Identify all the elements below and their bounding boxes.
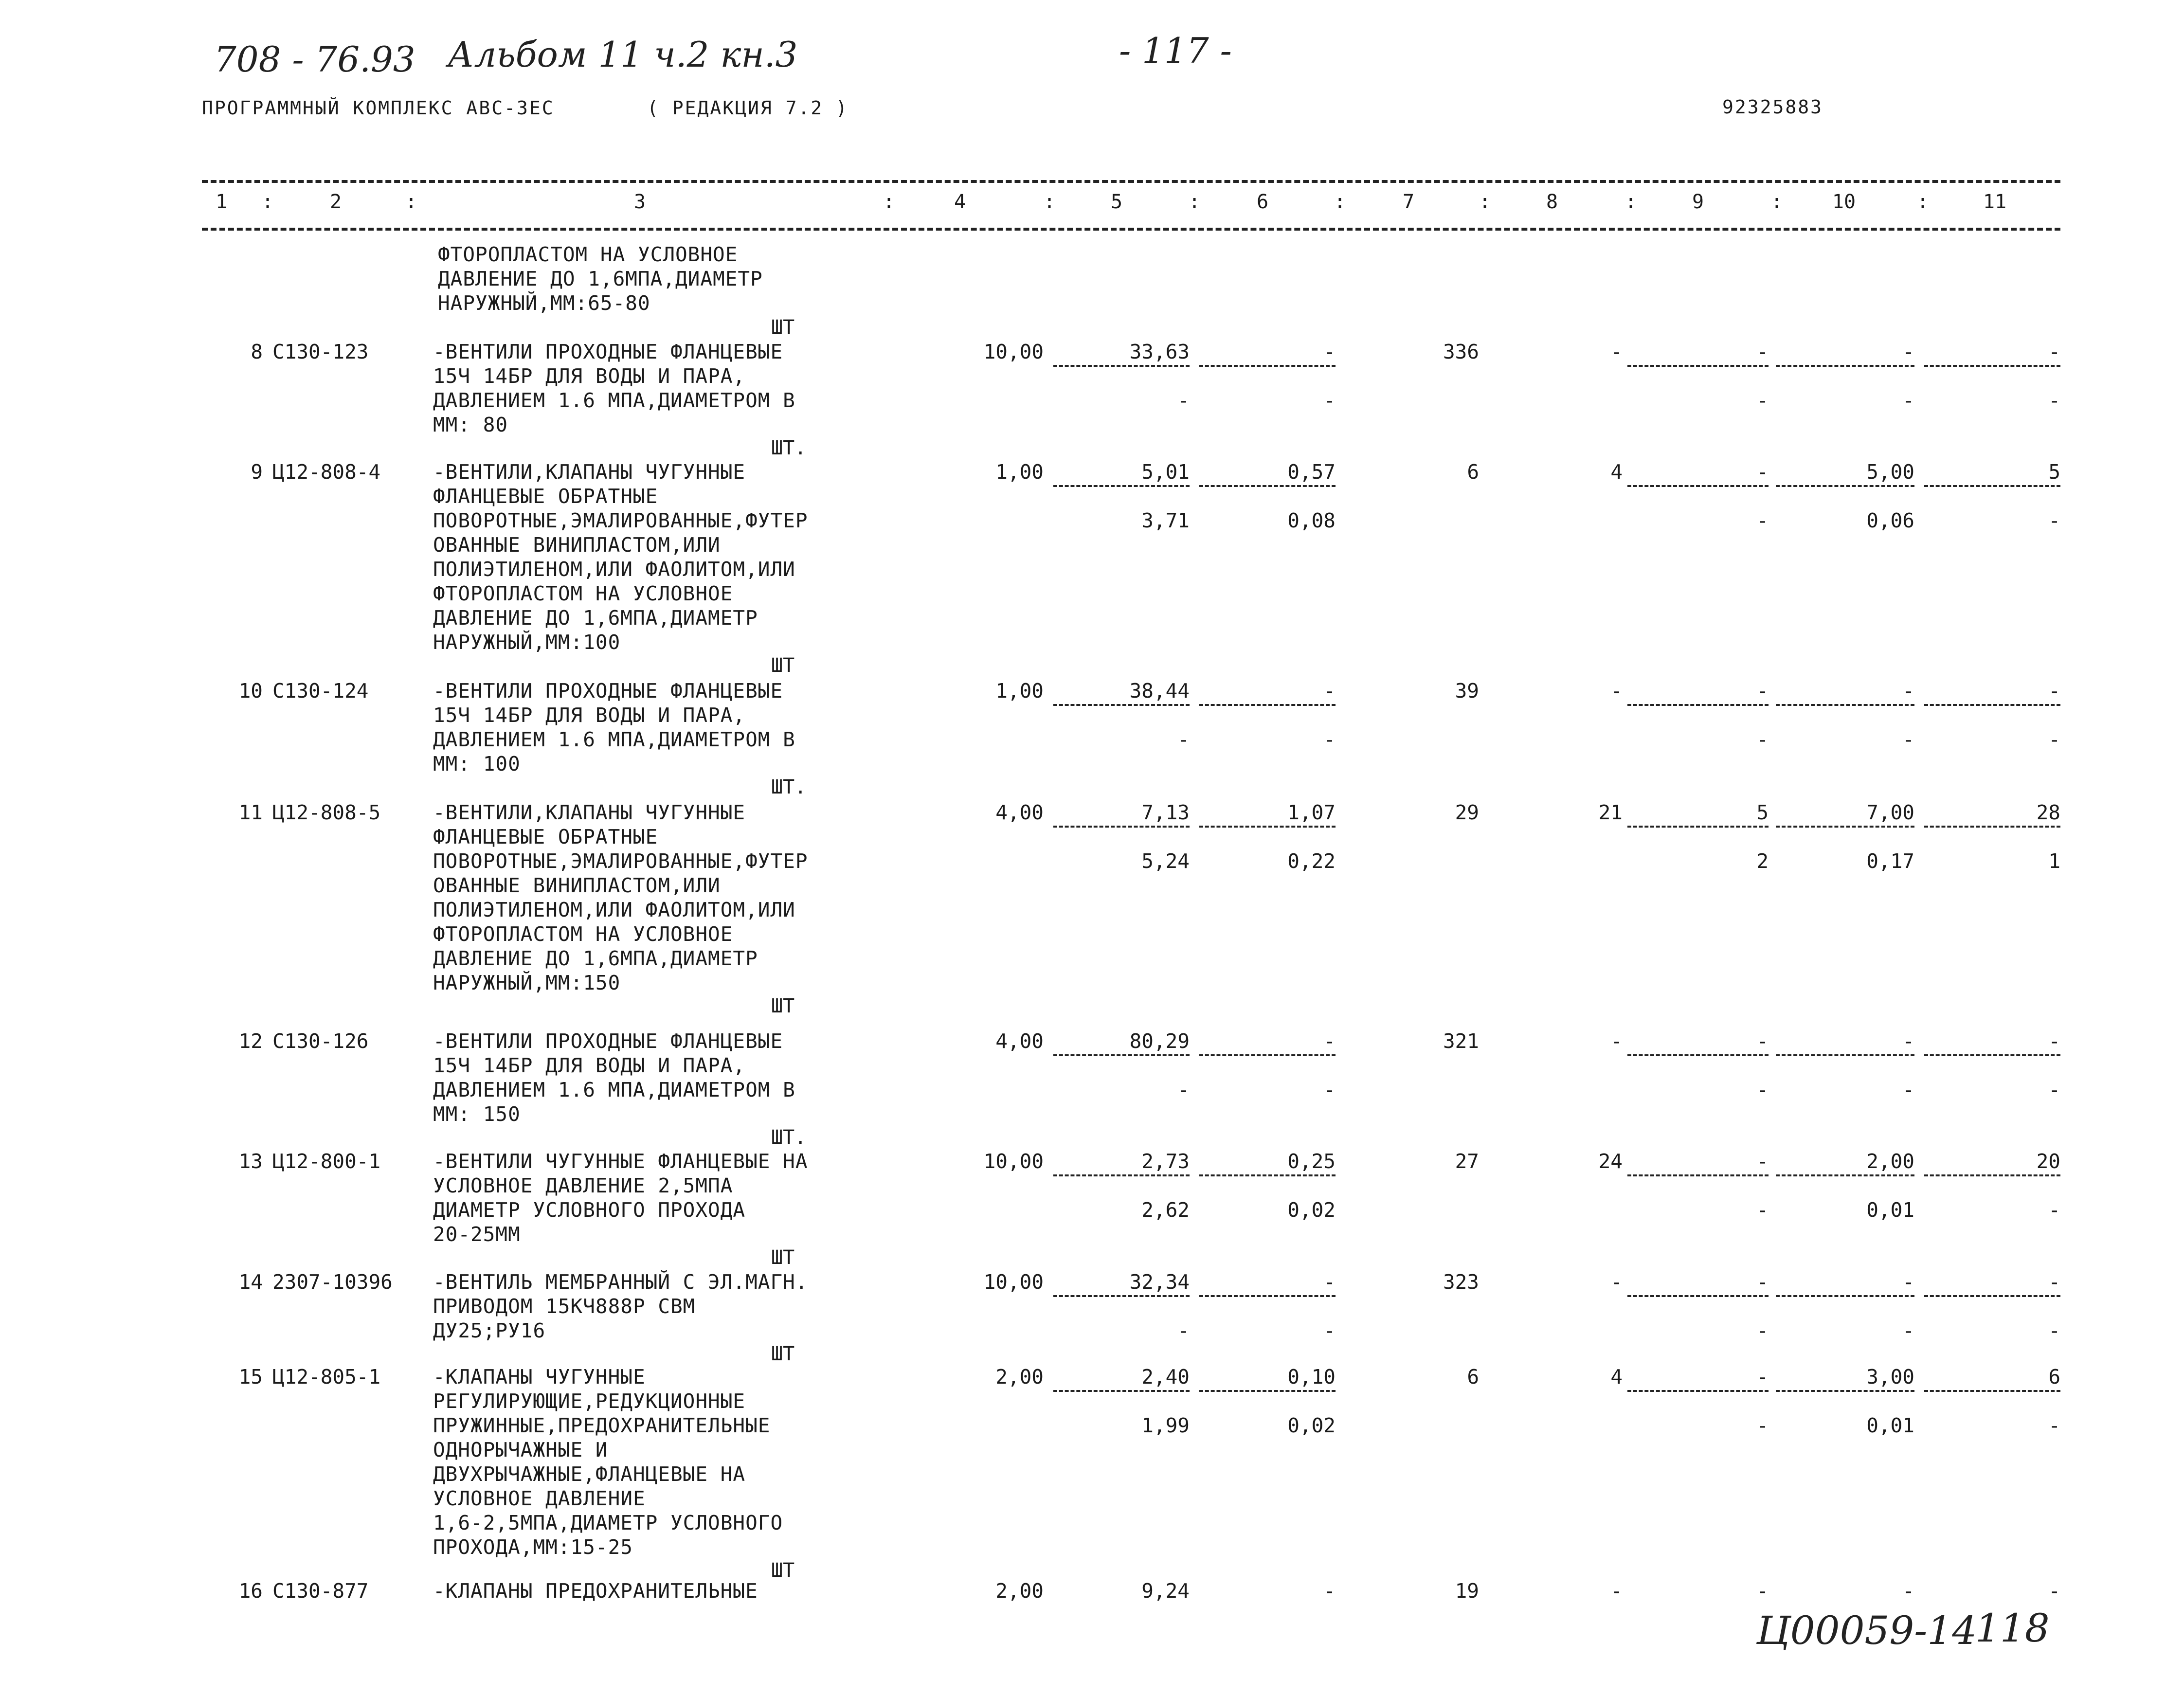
page-number: - 117 - — [1119, 30, 1232, 71]
divider-line — [1776, 704, 1914, 706]
col-7: 7 — [1402, 191, 1415, 213]
document-number: 92325883 — [1722, 96, 1823, 118]
col-1: 1 — [215, 191, 228, 213]
lower-value-b11: - — [2048, 509, 2060, 532]
lower-value-b9: - — [1756, 389, 1769, 412]
resource-code: Ц12-808-5 — [272, 801, 381, 824]
lower-value-b10: - — [1902, 728, 1914, 751]
divider-line — [1199, 826, 1336, 828]
divider-line — [1776, 1174, 1914, 1176]
value-qty: 1,00 — [995, 679, 1044, 703]
divider-line — [1627, 826, 1769, 828]
value-c10: - — [1902, 1579, 1914, 1603]
col-5: 5 — [1110, 191, 1123, 213]
value-c5: 7,13 — [1141, 801, 1190, 824]
divider-line — [1776, 1054, 1914, 1056]
divider-line — [1627, 1174, 1769, 1176]
value-c9: - — [1756, 679, 1769, 703]
value-qty: 1,00 — [995, 460, 1044, 484]
divider-line — [1053, 365, 1190, 367]
value-qty: 4,00 — [995, 801, 1044, 824]
unit-of-measure: ШТ. — [771, 1126, 807, 1149]
divider-line — [1627, 704, 1769, 706]
divider-line — [1924, 365, 2060, 367]
lower-value-b9: - — [1756, 1078, 1769, 1101]
value-c9: - — [1756, 1579, 1769, 1603]
lower-value-b10: - — [1902, 1078, 1914, 1101]
value-c6: - — [1323, 1579, 1336, 1603]
value-c8: 4 — [1610, 460, 1623, 484]
col-10: 10 — [1832, 191, 1856, 213]
value-qty: 2,00 — [995, 1365, 1044, 1389]
footer-code: Ц00059-14 — [1756, 1608, 1977, 1653]
lower-value-b6: 0,22 — [1287, 849, 1336, 873]
value-c7: 6 — [1467, 1365, 1479, 1389]
lower-value-b6: - — [1323, 1319, 1336, 1342]
divider-line — [1924, 485, 2060, 487]
value-c10: - — [1902, 1270, 1914, 1294]
top-rule — [202, 180, 2060, 183]
divider-line — [1924, 1174, 2060, 1176]
lower-value-b6: - — [1323, 728, 1336, 751]
resource-code: С130-126 — [272, 1029, 369, 1053]
unit-of-measure: ШТ. — [771, 437, 807, 459]
value-c8: 21 — [1598, 801, 1623, 824]
value-c11: 20 — [2036, 1150, 2060, 1173]
divider-line — [1627, 1295, 1769, 1297]
lower-value-b6: 0,02 — [1287, 1414, 1336, 1437]
value-c9: - — [1756, 1029, 1769, 1053]
value-c6: - — [1323, 1270, 1336, 1294]
value-c11: - — [2048, 340, 2060, 363]
col-9: 9 — [1692, 191, 1704, 213]
lower-value-b9: - — [1756, 509, 1769, 532]
item-description: -ВЕНТИЛИ ЧУГУННЫЕ ФЛАНЦЕВЫЕ НА УСЛОВНОЕ ДАВЛЕНИЕ 2,5МПА ДИАМЕТР УСЛОВНОГО ПРОХОДА 20-25ММ — [433, 1150, 808, 1246]
item-description: -КЛАПАНЫ ЧУГУННЫЕ РЕГУЛИРУЮЩИЕ,РЕДУКЦИОННЫЕ ПРУЖИННЫЕ,ПРЕДОХРАНИТЕЛЬНЫЕ ОДНОРЫЧАЖНЫЕ И ДВУХРЫЧАЖНЫЕ,ФЛАНЦЕВЫЕ НА УСЛОВНОЕ ДАВЛЕНИЕ 1,6-2,5МПА,ДИАМЕТР УСЛОВНОГО ПРОХОДА,ММ:15-25 — [433, 1365, 783, 1559]
item-description: -ВЕНТИЛИ,КЛАПАНЫ ЧУГУННЫЕ ФЛАНЦЕВЫЕ ОБРАТНЫЕ ПОВОРОТНЫЕ,ЭМАЛИРОВАННЫЕ,ФУТЕР ОВАННЫЕ ВИНИПЛАСТОМ,ИЛИ ПОЛИЭТИЛЕНОМ,ИЛИ ФАОЛИТОМ,ИЛИ ФТОРОПЛАСТОМ НА УСЛОВНОЕ ДАВЛЕНИЕ ДО 1,6МПА,ДИАМЕТР НАРУЖНЫЙ,ММ:100 — [433, 460, 808, 654]
divider-line — [1776, 826, 1914, 828]
col-separator: : — [262, 191, 274, 213]
divider-line — [1053, 1295, 1190, 1297]
lower-value-b11: - — [2048, 1198, 2060, 1222]
resource-code: С130-123 — [272, 340, 369, 363]
value-c7: 6 — [1467, 460, 1479, 484]
col-separator: : — [405, 191, 417, 213]
lower-value-b10: 0,01 — [1866, 1198, 1914, 1222]
item-description: -ВЕНТИЛИ,КЛАПАНЫ ЧУГУННЫЕ ФЛАНЦЕВЫЕ ОБРАТНЫЕ ПОВОРОТНЫЕ,ЭМАЛИРОВАННЫЕ,ФУТЕР ОВАННЫЕ ВИНИПЛАСТОМ,ИЛИ ПОЛИЭТИЛЕНОМ,ИЛИ ФАОЛИТОМ,ИЛИ ФТОРОПЛАСТОМ НА УСЛОВНОЕ ДАВЛЕНИЕ ДО 1,6МПА,ДИАМЕТР НАРУЖНЫЙ,ММ:150 — [433, 801, 808, 994]
value-qty: 10,00 — [983, 1150, 1044, 1173]
lower-value-b11: - — [2048, 1078, 2060, 1101]
value-c7: 336 — [1443, 340, 1479, 363]
lower-value-b5: - — [1177, 1078, 1190, 1101]
unit-of-measure: ШТ — [771, 654, 795, 677]
value-c10: 2,00 — [1866, 1150, 1914, 1173]
lower-value-b11: - — [2048, 1414, 2060, 1437]
value-c5: 5,01 — [1141, 460, 1190, 484]
row-number: 8 — [251, 340, 263, 363]
program-title: ПРОГРАММНЫЙ КОМПЛЕКС АВС-3ЕС — [202, 97, 555, 119]
divider-line — [1776, 365, 1914, 367]
row-number: 12 — [238, 1029, 263, 1053]
value-c7: 39 — [1455, 679, 1479, 703]
value-c6: - — [1323, 340, 1336, 363]
album-code: 708 - 76.93 — [214, 39, 415, 80]
divider-line — [1053, 1174, 1190, 1176]
value-c7: 323 — [1443, 1270, 1479, 1294]
col-separator: : — [1479, 191, 1491, 213]
value-c7: 321 — [1443, 1029, 1479, 1053]
col-2: 2 — [329, 191, 342, 213]
divider-line — [1776, 485, 1914, 487]
lower-value-b6: - — [1323, 389, 1336, 412]
unit-of-measure: ШТ. — [771, 776, 807, 798]
divider-line — [1053, 1054, 1190, 1056]
item-description: -ВЕНТИЛИ ПРОХОДНЫЕ ФЛАНЦЕВЫЕ 15Ч 14БР ДЛЯ ВОДЫ И ПАРА, ДАВЛЕНИЕМ 1.6 МПА,ДИАМЕТРОМ В ММ: 80 — [433, 340, 795, 436]
row-number: 16 — [238, 1579, 263, 1603]
value-c9: - — [1756, 1150, 1769, 1173]
divider-line — [1053, 704, 1190, 706]
value-qty: 2,00 — [995, 1579, 1044, 1603]
divider-line — [1199, 1390, 1336, 1392]
value-c8: - — [1610, 1579, 1623, 1603]
divider-line — [1776, 1390, 1914, 1392]
lower-value-b5: 3,71 — [1141, 509, 1190, 532]
value-c7: 29 — [1455, 801, 1479, 824]
item-description: -ВЕНТИЛИ ПРОХОДНЫЕ ФЛАНЦЕВЫЕ 15Ч 14БР ДЛЯ ВОДЫ И ПАРА, ДАВЛЕНИЕМ 1.6 МПА,ДИАМЕТРОМ В ММ: 100 — [433, 679, 795, 776]
value-c5: 9,24 — [1141, 1579, 1190, 1603]
value-c5: 2,40 — [1141, 1365, 1190, 1389]
divider-line — [1924, 1295, 2060, 1297]
lower-value-b6: 0,02 — [1287, 1198, 1336, 1222]
value-c8: 4 — [1610, 1365, 1623, 1389]
value-c6: 0,10 — [1287, 1365, 1336, 1389]
resource-code: С130-124 — [272, 679, 369, 703]
value-c10: - — [1902, 340, 1914, 363]
divider-line — [1199, 704, 1336, 706]
value-c7: 19 — [1455, 1579, 1479, 1603]
unit-of-measure: ШТ — [771, 1559, 795, 1582]
row-number: 9 — [251, 460, 263, 484]
divider-line — [1053, 826, 1190, 828]
value-c8: - — [1610, 1029, 1623, 1053]
value-c5: 33,63 — [1129, 340, 1190, 363]
item-description: -ВЕНТИЛИ ПРОХОДНЫЕ ФЛАНЦЕВЫЕ 15Ч 14БР ДЛЯ ВОДЫ И ПАРА, ДАВЛЕНИЕМ 1.6 МПА,ДИАМЕТРОМ В ММ: 150 — [433, 1029, 795, 1126]
col-3: 3 — [633, 191, 646, 213]
divider-line — [1199, 1174, 1336, 1176]
value-c9: - — [1756, 460, 1769, 484]
col-separator: : — [1771, 191, 1783, 213]
continuation-description: ФТОРОПЛАСТОМ НА УСЛОВНОЕ ДАВЛЕНИЕ ДО 1,6МПА,ДИАМЕТР НАРУЖНЫЙ,ММ:65-80 — [438, 243, 763, 315]
col-11: 11 — [1983, 191, 2007, 213]
value-c10: - — [1902, 679, 1914, 703]
lower-value-b11: 1 — [2048, 849, 2060, 873]
divider-line — [1924, 826, 2060, 828]
unit-of-measure: ШТ — [771, 1246, 795, 1269]
lower-value-b10: - — [1902, 389, 1914, 412]
row-number: 14 — [238, 1270, 263, 1294]
lower-value-b5: - — [1177, 1319, 1190, 1342]
resource-code: Ц12-808-4 — [272, 460, 381, 484]
lower-value-b9: - — [1756, 1319, 1769, 1342]
divider-line — [1053, 1390, 1190, 1392]
lower-value-b6: 0,08 — [1287, 509, 1336, 532]
value-c8: - — [1610, 679, 1623, 703]
value-c9: - — [1756, 1365, 1769, 1389]
footer-page: 118 — [1975, 1606, 2050, 1651]
value-c11: 28 — [2036, 801, 2060, 824]
value-c8: - — [1610, 1270, 1623, 1294]
divider-line — [1627, 1390, 1769, 1392]
lower-value-b10: - — [1902, 1319, 1914, 1342]
col-separator: : — [1044, 191, 1056, 213]
row-number: 15 — [238, 1365, 263, 1389]
lower-value-b10: 0,17 — [1866, 849, 1914, 873]
resource-code: Ц12-800-1 — [272, 1150, 381, 1173]
col-separator: : — [1917, 191, 1929, 213]
item-description: -КЛАПАНЫ ПРЕДОХРАНИТЕЛЬНЫЕ — [433, 1579, 758, 1603]
value-c7: 27 — [1455, 1150, 1479, 1173]
lower-value-b5: 1,99 — [1141, 1414, 1190, 1437]
lower-value-b11: - — [2048, 728, 2060, 751]
unit-of-measure: ШТ — [771, 995, 795, 1017]
divider-line — [1053, 485, 1190, 487]
value-c5: 32,34 — [1129, 1270, 1190, 1294]
value-c6: - — [1323, 1029, 1336, 1053]
value-c9: 5 — [1756, 801, 1769, 824]
value-c6: - — [1323, 679, 1336, 703]
column-header — [0, 191, 2184, 220]
value-c10: 7,00 — [1866, 801, 1914, 824]
lower-value-b9: - — [1756, 1414, 1769, 1437]
col-6: 6 — [1256, 191, 1269, 213]
lower-value-b5: - — [1177, 728, 1190, 751]
col-separator: : — [1189, 191, 1201, 213]
col-8: 8 — [1546, 191, 1558, 213]
value-c10: 3,00 — [1866, 1365, 1914, 1389]
resource-code: С130-877 — [272, 1579, 369, 1603]
lower-value-b6: - — [1323, 1078, 1336, 1101]
value-qty: 10,00 — [983, 340, 1044, 363]
divider-line — [1776, 1295, 1914, 1297]
value-c10: - — [1902, 1029, 1914, 1053]
lower-value-b5: 5,24 — [1141, 849, 1190, 873]
divider-line — [1627, 1054, 1769, 1056]
lower-value-b9: 2 — [1756, 849, 1769, 873]
value-c5: 2,73 — [1141, 1150, 1190, 1173]
header-rule — [202, 228, 2060, 231]
unit-of-measure: ШТ — [771, 1343, 795, 1365]
lower-value-b11: - — [2048, 389, 2060, 412]
value-c9: - — [1756, 1270, 1769, 1294]
col-separator: : — [1334, 191, 1346, 213]
lower-value-b9: - — [1756, 728, 1769, 751]
album-title: Альбом 11 ч.2 кн.3 — [448, 34, 798, 75]
col-separator: : — [1625, 191, 1637, 213]
divider-line — [1199, 365, 1336, 367]
col-4: 4 — [954, 191, 966, 213]
value-qty: 10,00 — [983, 1270, 1044, 1294]
lower-value-b5: - — [1177, 389, 1190, 412]
value-c6: 1,07 — [1287, 801, 1336, 824]
value-c5: 38,44 — [1129, 679, 1190, 703]
value-c5: 80,29 — [1129, 1029, 1190, 1053]
row-number: 11 — [238, 801, 263, 824]
value-c11: - — [2048, 1029, 2060, 1053]
value-c8: - — [1610, 340, 1623, 363]
value-qty: 4,00 — [995, 1029, 1044, 1053]
lower-value-b10: 0,01 — [1866, 1414, 1914, 1437]
value-c8: 24 — [1598, 1150, 1623, 1173]
value-c11: 6 — [2048, 1365, 2060, 1389]
value-c11: - — [2048, 1270, 2060, 1294]
value-c9: - — [1756, 340, 1769, 363]
divider-line — [1924, 1054, 2060, 1056]
divider-line — [1199, 1054, 1336, 1056]
divider-line — [1924, 704, 2060, 706]
value-c6: 0,57 — [1287, 460, 1336, 484]
col-separator: : — [883, 191, 895, 213]
lower-value-b5: 2,62 — [1141, 1198, 1190, 1222]
row-number: 10 — [238, 679, 263, 703]
value-c11: - — [2048, 679, 2060, 703]
value-c11: 5 — [2048, 460, 2060, 484]
resource-code: Ц12-805-1 — [272, 1365, 381, 1389]
divider-line — [1627, 485, 1769, 487]
continuation-unit: ШТ — [771, 316, 795, 339]
divider-line — [1924, 1390, 2060, 1392]
item-description: -ВЕНТИЛЬ МЕМБРАННЫЙ С ЭЛ.МАГН. ПРИВОДОМ 15КЧ888Р СВМ ДУ25;РУ16 — [433, 1270, 808, 1342]
lower-value-b11: - — [2048, 1319, 2060, 1342]
value-c11: - — [2048, 1579, 2060, 1603]
value-c10: 5,00 — [1866, 460, 1914, 484]
divider-line — [1199, 485, 1336, 487]
divider-line — [1627, 365, 1769, 367]
divider-line — [1199, 1295, 1336, 1297]
edition: ( РЕДАКЦИЯ 7.2 ) — [647, 97, 849, 119]
resource-code: 2307-10396 — [272, 1270, 393, 1294]
lower-value-b9: - — [1756, 1198, 1769, 1222]
lower-value-b10: 0,06 — [1866, 509, 1914, 532]
value-c6: 0,25 — [1287, 1150, 1336, 1173]
row-number: 13 — [238, 1150, 263, 1173]
